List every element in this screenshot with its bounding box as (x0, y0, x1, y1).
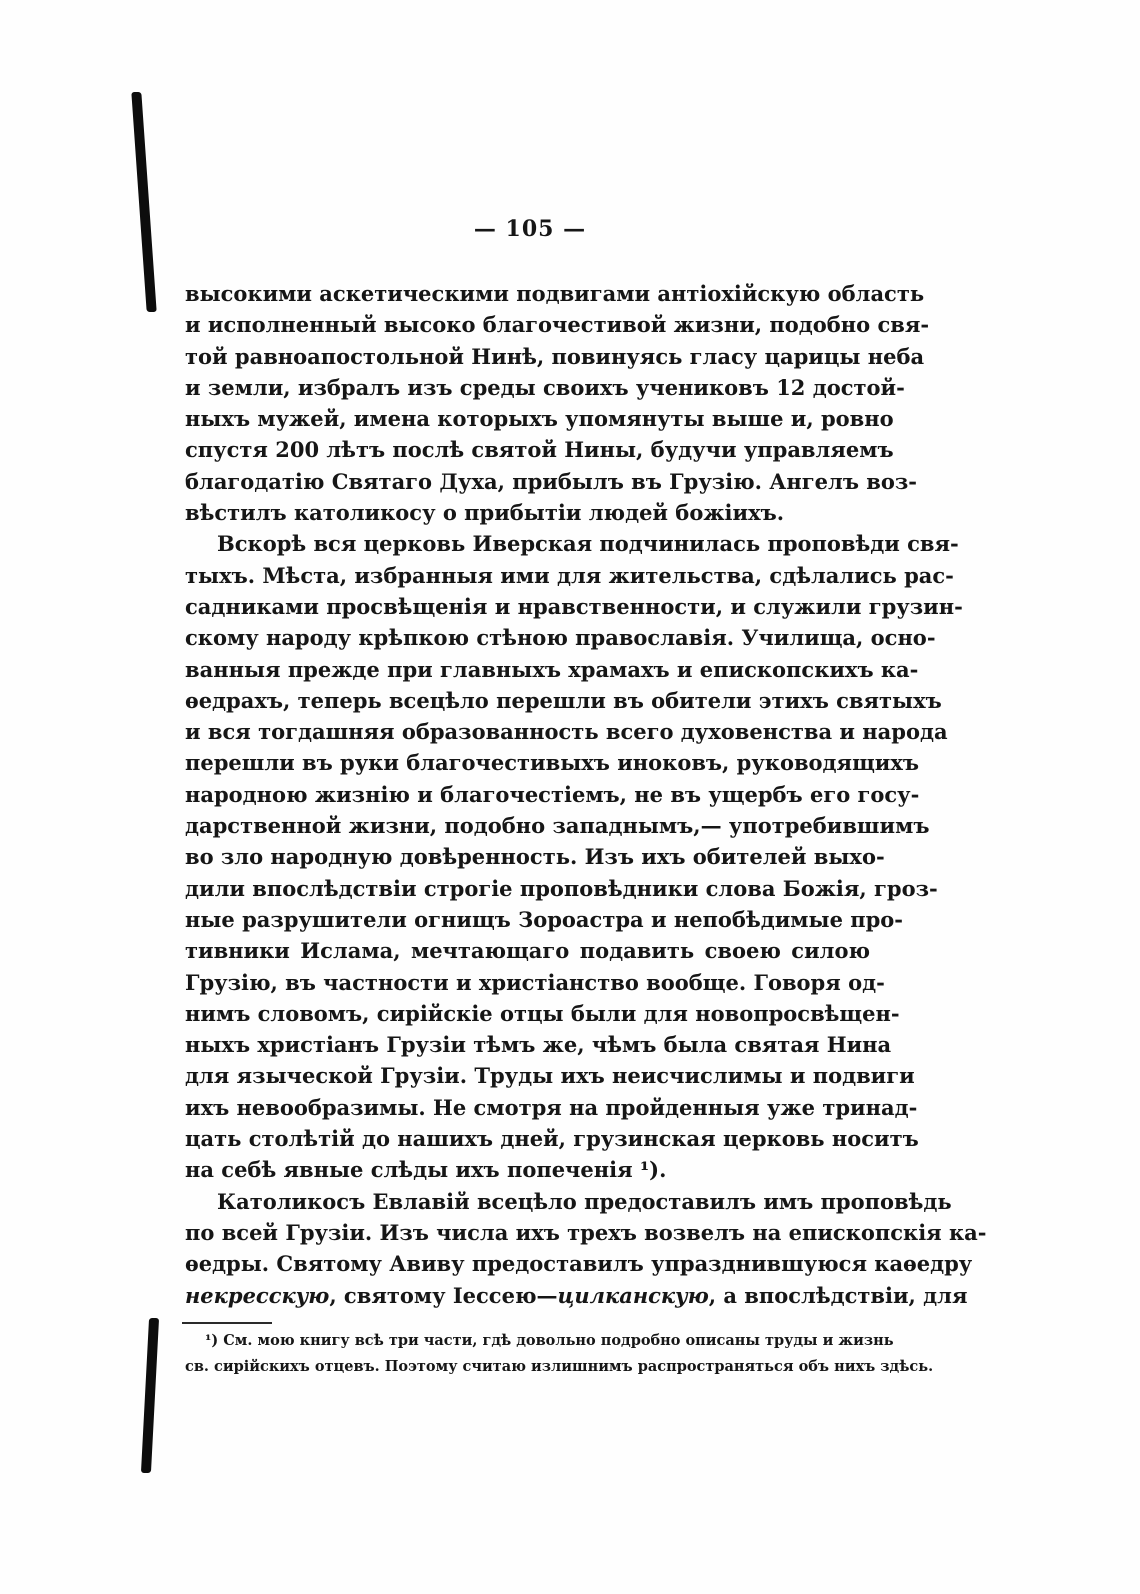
text-fragment: , святому Іессею— (329, 1282, 558, 1308)
text-line: благодатію Святаго Духа, прибылъ въ Грузію. Ангелъ воз- (185, 468, 917, 494)
text-line: ихъ невообразимы. Не смотря на пройденныя уже тринад- (185, 1094, 918, 1120)
footnote (185, 1328, 934, 1380)
footnote-line: св. сирійскихъ отцевъ. Поэтому считаю излишнимъ распространяться объ нихъ здѣсь. (185, 1358, 934, 1375)
text-line: спустя 200 лѣтъ послѣ святой Нины, будучи управляемъ (185, 437, 894, 463)
italic-place-name: некресскую (185, 1282, 330, 1308)
text-line: ные разрушители огнищъ Зороастра и непобѣдимые про- (185, 906, 904, 932)
text-line: садниками просвѣщенія и нравственности, и служили грузин- (185, 593, 963, 619)
margin-scan-mark-top (131, 92, 156, 312)
text-line: ванныя прежде при главныхъ храмахъ и епископскихъ ка- (185, 656, 919, 682)
text-line-mixed (185, 1280, 968, 1311)
text-line: ѳедрахъ, теперь всецѣло перешли въ обители этихъ святыхъ (185, 687, 942, 713)
text-line: и исполненный высоко благочестивой жизни, подобно свя- (185, 312, 930, 338)
text-line: ныхъ христіанъ Грузіи тѣмъ же, чѣмъ была святая Нина (185, 1032, 892, 1058)
text-line: для языческой Грузіи. Труды ихъ неисчислимы и подвиги (185, 1063, 915, 1089)
text-line: ѳедры. Святому Авиву предоставилъ упразднившуюся каѳедру (185, 1251, 973, 1277)
text-line: Католикосъ Евлавій всецѣло предоставилъ имъ проповѣдь (217, 1188, 952, 1214)
text-line: на себѣ явные слѣды ихъ попеченія ¹). (185, 1157, 667, 1183)
italic-place-name: цилканскую (557, 1282, 709, 1308)
body-text (185, 278, 987, 1311)
page-number: — 105 — (473, 216, 587, 242)
text-line: дарственной жизни, подобно западнымъ,— употребившимъ (185, 813, 930, 839)
text-line: цать столѣтій до нашихъ дней, грузинская церковь носитъ (185, 1126, 919, 1152)
margin-scan-mark-bottom (141, 1318, 159, 1473)
text-line: высокими аскетическими подвигами антіохійскую область (185, 281, 925, 306)
text-line: перешли въ руки благочестивыхъ иноковъ, руководящихъ (185, 750, 919, 776)
text-line: во зло народную довѣренность. Изъ ихъ обителей выхо- (185, 844, 885, 870)
text-line: народною жизнію и благочестіемъ, не въ ущербъ его госу- (185, 781, 920, 807)
text-line: дили впослѣдствіи строгіе проповѣдники слова Божія, гроз- (185, 875, 938, 901)
footnote-line: ¹) См. мою книгу всѣ три части, гдѣ довольно подробно описаны труды и жизнь (205, 1332, 894, 1349)
text-line: по всей Грузіи. Изъ числа ихъ трехъ возвелъ на епископскія ка- (185, 1219, 987, 1245)
text-line: тивники Ислама, мечтающаго подавить своею силою (185, 938, 870, 964)
text-line: и земли, избралъ изъ среды своихъ учениковъ 12 достой- (185, 374, 905, 400)
text-fragment: , а впослѣдствіи, для (708, 1282, 968, 1308)
text-line: Вскорѣ вся церковь Иверская подчинилась проповѣди свя- (217, 531, 959, 557)
text-line: нимъ словомъ, сирійскіе отцы были для новопросвѣщен- (185, 1000, 900, 1026)
text-line: вѣстилъ католикосу о прибытіи людей божіихъ. (185, 500, 785, 526)
text-line: ныхъ мужей, имена которыхъ упомянуты выше и, ровно (185, 406, 894, 432)
text-line: той равноапостольной Нинѣ, повинуясь гласу царицы неба (185, 343, 925, 369)
text-line: и вся тогдашняя образованность всего духовенства и народа (185, 719, 948, 745)
text-line: тыхъ. Мѣста, избранныя ими для жительства, сдѣлались рас- (185, 562, 954, 588)
text-line: скому народу крѣпкою стѣною православія. Училища, осно- (185, 625, 936, 651)
text-line: Грузію, въ частности и христіанство вообще. Говоря од- (185, 969, 885, 995)
footnote-rule (182, 1322, 272, 1324)
